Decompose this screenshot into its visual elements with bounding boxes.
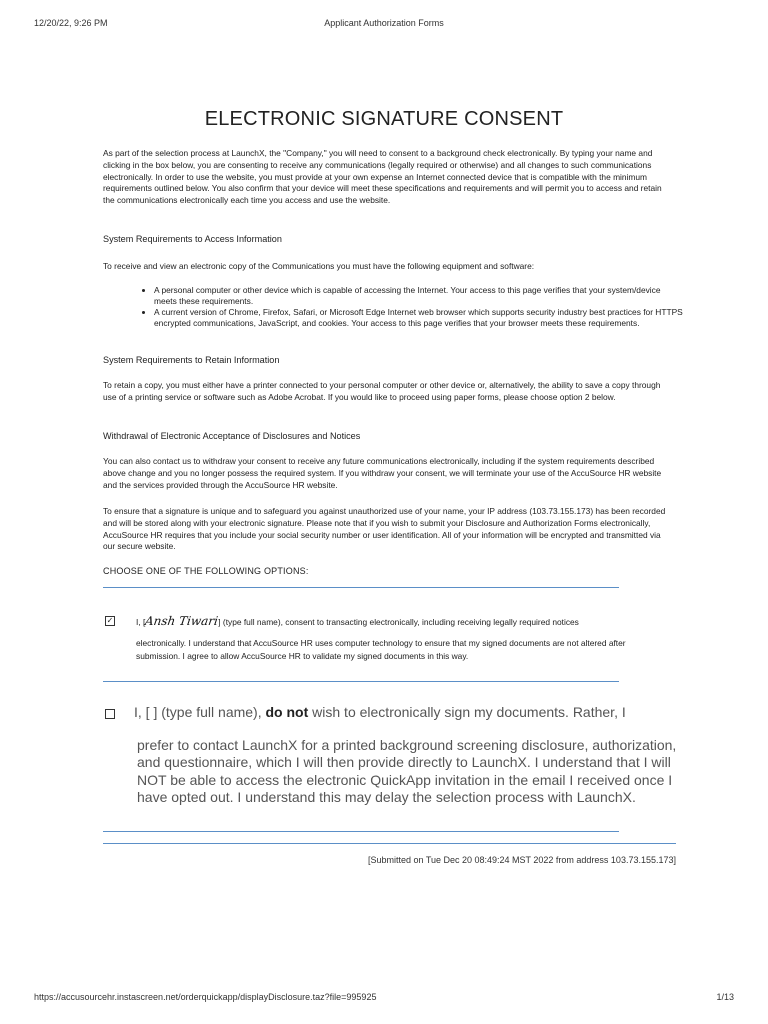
choose-options-label: CHOOSE ONE OF THE FOLLOWING OPTIONS: [103, 566, 309, 576]
signature-notice-text: To ensure that a signature is unique and to safeguard you against unauthorized use of your name, your IP address (103.73.155.173) has been recorded and will be stored along with your electronic signature. Please note that if you wish to submit your Disclosure and Authorization Forms electronically, AccuSource HR requires that you include your social security number or user identification. All of your information will be encrypted and transmitted via our secure website. [103, 506, 666, 552]
option1-prefix: I, [ [136, 617, 146, 627]
section-heading-access: System Requirements to Access Information [103, 234, 282, 244]
submission-stamp: [Submitted on Tue Dec 20 08:49:24 MST 2022 from address 103.73.155.173] [367, 855, 676, 865]
option1-continuation: electronically. I understand that AccuSource HR uses computer technology to ensure that my signed documents are not altered after submission. I agree to allow AccuSource HR to validate my signed documents in this way. [136, 638, 626, 661]
divider [103, 587, 619, 588]
print-datetime: 12/20/22, 9:26 PM [34, 18, 108, 28]
option1-line [136, 614, 579, 628]
option2-suffix: wish to electronically sign my documents. Rather, I [308, 704, 626, 720]
print-page-title: Applicant Authorization Forms [324, 18, 444, 28]
option2-line [134, 704, 626, 720]
divider [103, 831, 619, 832]
option2-do-not: do not [265, 704, 309, 720]
retain-requirements-text: To retain a copy, you must either have a printer connected to your personal computer or other device or, alternatively, the ability to save a copy through use of a printing service or software such as Adobe Acrobat. If you would like to proceed using paper forms, please choose option 2 below. [103, 380, 661, 402]
divider [103, 681, 619, 682]
withdrawal-text: You can also contact us to withdraw your consent to receive any future communications electronically, including if the system requirements described above change and you no longer possess the required system. If you withdraw your consent, we will terminate your use of the AccuSource HR website and the services provided through the AccuSource HR website. [103, 456, 662, 490]
divider [103, 843, 676, 844]
option2-continuation: prefer to contact LaunchX for a printed background screening disclosure, authorization, and questionnaire, which I will then provide directly to LaunchX. I understand that I will NOT be able to access the electronic QuickApp invitation in the email I received once I have opted out. I understand this may delay the selection process with LaunchX. [137, 737, 677, 806]
requirements-list [142, 285, 684, 329]
print-url: https://accusourcehr.instascreen.net/orderquickapp/displayDisclosure.taz?file=995925 [34, 992, 377, 1002]
section-heading-withdrawal: Withdrawal of Electronic Acceptance of Disclosures and Notices [103, 431, 361, 441]
section-heading-retain: System Requirements to Retain Information [103, 355, 280, 365]
list-item: • A current version of Chrome, Firefox, Safari, or Microsoft Edge Internet web browser which supports security industry best practices for HTTPS encrypted communications, JavaScript, and cookies. Your access to this page verifies that your browser meets these requirements. [154, 307, 684, 329]
signature-field[interactable]: Ansh Tiwari [144, 614, 220, 628]
document-title: ELECTRONIC SIGNATURE CONSENT [204, 108, 564, 130]
access-requirements-text: To receive and view an electronic copy of the Communications you must have the following equipment and software: [103, 261, 535, 271]
list-item: • A personal computer or other device which is capable of accessing the Internet. Your access to this page verifies that your system/device meets these requirements. [154, 285, 684, 307]
checkmark-icon: ✓ [106, 616, 114, 625]
consent-checkbox[interactable] [105, 616, 115, 626]
decline-checkbox[interactable] [105, 709, 115, 719]
intro-paragraph: As part of the selection process at LaunchX, the "Company," you will need to consent to a background check electronically. By typing your name and clicking in the box below, you are consenting to receive any communications (legally required or otherwise) and all changes to such communications electronically. In order to use the website, you must provide at your own expense an Internet connected device that is compatible with the minimum requirements outlined below. You also confirm that your device will meet these specifications and requirements and will permit you to access and retain the communications electronically each time you access and use the website. [103, 148, 662, 206]
option1-suffix: ] (type full name), consent to transacting electronically, including receiving legally required notices [218, 617, 579, 627]
page-number: 1/13 [716, 992, 734, 1002]
option2-prefix: I, [ ] (type full name), [134, 704, 266, 720]
